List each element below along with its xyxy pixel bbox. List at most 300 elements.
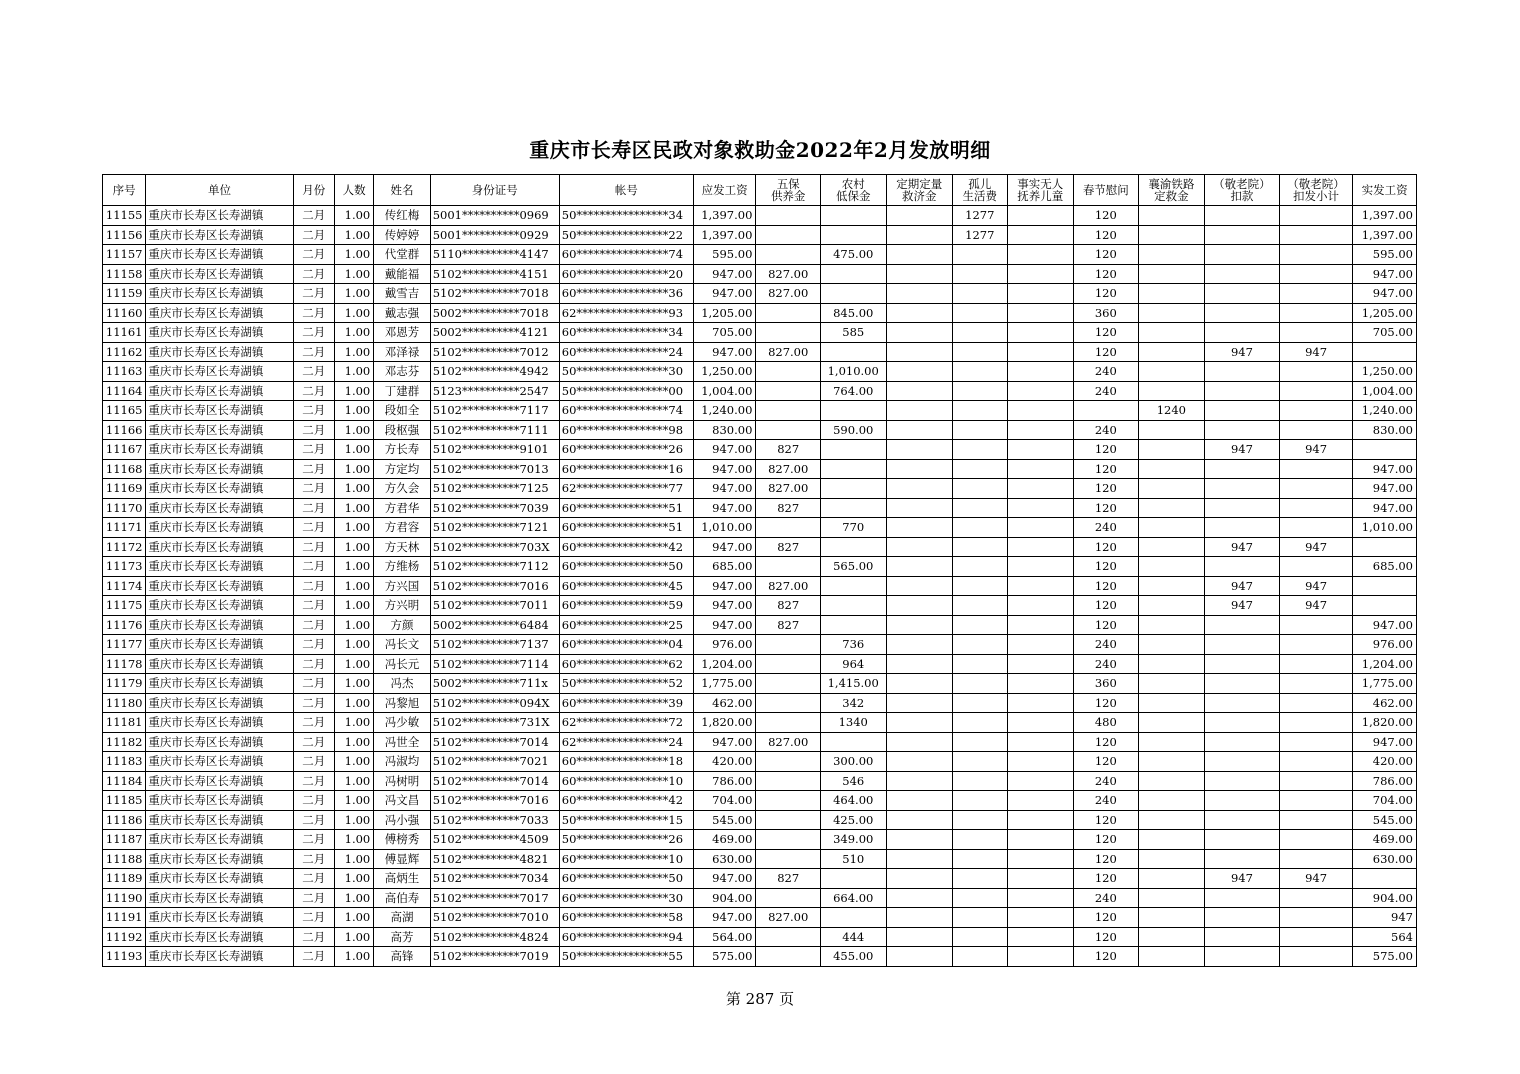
cell-nursing-home-deduction: [1205, 401, 1280, 421]
cell-net-pay: 1,250.00: [1353, 362, 1417, 382]
header-railway-relief: 襄渝铁路 定救金: [1138, 175, 1205, 206]
cell-fixed-relief: [886, 440, 953, 460]
cell-serial-no: 11176: [103, 615, 146, 635]
cell-id-number: 5102**********7014: [430, 771, 559, 791]
cell-nursing-home-deduction: [1205, 927, 1280, 947]
cell-net-pay: 947.00: [1353, 459, 1417, 479]
cell-orphan-living: [953, 479, 1007, 499]
table-row: [103, 206, 1417, 226]
cell-orphan-living: [953, 323, 1007, 343]
cell-gross-pay: 947.00: [693, 869, 756, 889]
cell-railway-relief: [1138, 615, 1205, 635]
cell-nursing-home-deduction: [1205, 908, 1280, 928]
cell-unit: 重庆市长寿区长寿湖镇: [146, 771, 293, 791]
cell-rural-subsistence: 764.00: [820, 381, 886, 401]
cell-nursing-home-deduction: 947: [1205, 869, 1280, 889]
cell-id-number: 5102**********7114: [430, 654, 559, 674]
cell-name: 冯文昌: [374, 791, 430, 811]
cell-fixed-relief: [886, 771, 953, 791]
cell-gross-pay: 947.00: [693, 284, 756, 304]
cell-net-pay: 595.00: [1353, 245, 1417, 265]
cell-nursing-home-deduction: [1205, 459, 1280, 479]
cell-spring-festival: 120: [1074, 576, 1139, 596]
cell-five-guarantee: 827.00: [756, 284, 821, 304]
cell-spring-festival: 120: [1074, 225, 1139, 245]
cell-month: 二月: [293, 245, 334, 265]
cell-headcount: 1.00: [334, 401, 373, 421]
cell-headcount: 1.00: [334, 440, 373, 460]
cell-id-number: 5102**********703X: [430, 537, 559, 557]
cell-headcount: 1.00: [334, 635, 373, 655]
cell-unit: 重庆市长寿区长寿湖镇: [146, 830, 293, 850]
cell-orphan-living: [953, 947, 1007, 967]
cell-nursing-home-subtotal: [1279, 284, 1353, 304]
cell-nursing-home-subtotal: [1279, 810, 1353, 830]
cell-five-guarantee: [756, 518, 821, 538]
cell-rural-subsistence: [820, 498, 886, 518]
header-unsupported-child: 事实无人 抚养儿童: [1007, 175, 1074, 206]
table-row: [103, 576, 1417, 596]
cell-serial-no: 11162: [103, 342, 146, 362]
cell-month: 二月: [293, 830, 334, 850]
cell-serial-no: 11184: [103, 771, 146, 791]
cell-gross-pay: 947.00: [693, 440, 756, 460]
page-number: 第 287 页: [725, 990, 795, 1008]
cell-month: 二月: [293, 557, 334, 577]
cell-fixed-relief: [886, 732, 953, 752]
cell-month: 二月: [293, 869, 334, 889]
cell-fixed-relief: [886, 576, 953, 596]
cell-unsupported-child: [1007, 771, 1074, 791]
cell-unit: 重庆市长寿区长寿湖镇: [146, 284, 293, 304]
cell-spring-festival: 240: [1074, 420, 1139, 440]
cell-spring-festival: 120: [1074, 947, 1139, 967]
cell-rural-subsistence: [820, 440, 886, 460]
cell-unsupported-child: [1007, 947, 1074, 967]
cell-unit: 重庆市长寿区长寿湖镇: [146, 537, 293, 557]
cell-serial-no: 11165: [103, 401, 146, 421]
table-row: [103, 596, 1417, 616]
cell-id-number: 5102**********7016: [430, 791, 559, 811]
cell-spring-festival: 120: [1074, 830, 1139, 850]
cell-id-number: 5102**********094X: [430, 693, 559, 713]
cell-month: 二月: [293, 947, 334, 967]
cell-nursing-home-deduction: 947: [1205, 576, 1280, 596]
cell-net-pay: 575.00: [1353, 947, 1417, 967]
cell-orphan-living: [953, 635, 1007, 655]
cell-unsupported-child: [1007, 479, 1074, 499]
cell-id-number: 5102**********7112: [430, 557, 559, 577]
cell-fixed-relief: [886, 225, 953, 245]
cell-account-number: 62****************24: [559, 732, 693, 752]
cell-serial-no: 11175: [103, 596, 146, 616]
cell-account-number: 60****************18: [559, 752, 693, 772]
cell-name: 方君华: [374, 498, 430, 518]
cell-nursing-home-deduction: 947: [1205, 596, 1280, 616]
cell-month: 二月: [293, 752, 334, 772]
cell-account-number: 60****************45: [559, 576, 693, 596]
cell-serial-no: 11174: [103, 576, 146, 596]
cell-unsupported-child: [1007, 381, 1074, 401]
cell-orphan-living: [953, 518, 1007, 538]
cell-net-pay: 1,775.00: [1353, 674, 1417, 694]
cell-orphan-living: [953, 869, 1007, 889]
table-row: [103, 654, 1417, 674]
cell-headcount: 1.00: [334, 284, 373, 304]
cell-nursing-home-deduction: [1205, 732, 1280, 752]
cell-gross-pay: 595.00: [693, 245, 756, 265]
cell-headcount: 1.00: [334, 225, 373, 245]
cell-gross-pay: 947.00: [693, 459, 756, 479]
cell-rural-subsistence: 1,010.00: [820, 362, 886, 382]
cell-unit: 重庆市长寿区长寿湖镇: [146, 576, 293, 596]
cell-account-number: 60****************50: [559, 557, 693, 577]
cell-five-guarantee: [756, 381, 821, 401]
cell-railway-relief: [1138, 479, 1205, 499]
cell-name: 方君容: [374, 518, 430, 538]
cell-rural-subsistence: [820, 459, 886, 479]
cell-name: 高炳生: [374, 869, 430, 889]
cell-gross-pay: 685.00: [693, 557, 756, 577]
cell-month: 二月: [293, 459, 334, 479]
cell-rural-subsistence: 585: [820, 323, 886, 343]
cell-gross-pay: 1,397.00: [693, 206, 756, 226]
cell-month: 二月: [293, 927, 334, 947]
cell-railway-relief: [1138, 381, 1205, 401]
cell-nursing-home-deduction: 947: [1205, 440, 1280, 460]
cell-serial-no: 11160: [103, 303, 146, 323]
cell-nursing-home-subtotal: [1279, 459, 1353, 479]
table-row: [103, 518, 1417, 538]
cell-unsupported-child: [1007, 245, 1074, 265]
cell-headcount: 1.00: [334, 830, 373, 850]
cell-serial-no: 11157: [103, 245, 146, 265]
cell-net-pay: 545.00: [1353, 810, 1417, 830]
cell-headcount: 1.00: [334, 576, 373, 596]
relief-payment-table: [102, 174, 1417, 967]
cell-account-number: 60****************98: [559, 420, 693, 440]
table-row: [103, 264, 1417, 284]
cell-id-number: 5102**********7011: [430, 596, 559, 616]
cell-fixed-relief: [886, 693, 953, 713]
cell-net-pay: 705.00: [1353, 323, 1417, 343]
cell-gross-pay: 545.00: [693, 810, 756, 830]
cell-unit: 重庆市长寿区长寿湖镇: [146, 479, 293, 499]
cell-unsupported-child: [1007, 849, 1074, 869]
cell-gross-pay: 462.00: [693, 693, 756, 713]
cell-name: 高芳: [374, 927, 430, 947]
cell-month: 二月: [293, 381, 334, 401]
header-orphan-living: 孤儿 生活费: [953, 175, 1007, 206]
cell-five-guarantee: 827.00: [756, 342, 821, 362]
cell-name: 邓泽禄: [374, 342, 430, 362]
cell-net-pay: 462.00: [1353, 693, 1417, 713]
cell-unit: 重庆市长寿区长寿湖镇: [146, 381, 293, 401]
cell-serial-no: 11170: [103, 498, 146, 518]
cell-net-pay: [1353, 537, 1417, 557]
cell-unit: 重庆市长寿区长寿湖镇: [146, 752, 293, 772]
cell-railway-relief: [1138, 206, 1205, 226]
cell-serial-no: 11191: [103, 908, 146, 928]
cell-nursing-home-deduction: [1205, 420, 1280, 440]
cell-unsupported-child: [1007, 284, 1074, 304]
cell-rural-subsistence: [820, 206, 886, 226]
table-row: [103, 323, 1417, 343]
cell-railway-relief: [1138, 459, 1205, 479]
cell-nursing-home-subtotal: [1279, 713, 1353, 733]
cell-railway-relief: [1138, 518, 1205, 538]
cell-five-guarantee: [756, 810, 821, 830]
cell-five-guarantee: [756, 225, 821, 245]
cell-rural-subsistence: 300.00: [820, 752, 886, 772]
cell-nursing-home-deduction: [1205, 557, 1280, 577]
cell-id-number: 5102**********4824: [430, 927, 559, 947]
table-row: [103, 479, 1417, 499]
cell-railway-relief: [1138, 264, 1205, 284]
cell-orphan-living: [953, 849, 1007, 869]
cell-name: 方维杨: [374, 557, 430, 577]
cell-fixed-relief: [886, 303, 953, 323]
cell-name: 高湖: [374, 908, 430, 928]
cell-gross-pay: 947.00: [693, 498, 756, 518]
cell-gross-pay: 947.00: [693, 479, 756, 499]
cell-name: 方兴明: [374, 596, 430, 616]
cell-nursing-home-deduction: [1205, 810, 1280, 830]
cell-spring-festival: 120: [1074, 615, 1139, 635]
cell-orphan-living: [953, 908, 1007, 928]
cell-unsupported-child: [1007, 927, 1074, 947]
cell-spring-festival: [1074, 401, 1139, 421]
cell-name: 冯淑均: [374, 752, 430, 772]
cell-gross-pay: 947.00: [693, 537, 756, 557]
cell-orphan-living: [953, 537, 1007, 557]
cell-nursing-home-subtotal: 947: [1279, 869, 1353, 889]
cell-spring-festival: 120: [1074, 459, 1139, 479]
cell-five-guarantee: [756, 420, 821, 440]
cell-railway-relief: [1138, 947, 1205, 967]
cell-net-pay: 947.00: [1353, 479, 1417, 499]
cell-five-guarantee: [756, 635, 821, 655]
table-row: [103, 869, 1417, 889]
cell-gross-pay: 564.00: [693, 927, 756, 947]
cell-nursing-home-deduction: 947: [1205, 342, 1280, 362]
cell-orphan-living: [953, 576, 1007, 596]
cell-five-guarantee: [756, 557, 821, 577]
cell-serial-no: 11188: [103, 849, 146, 869]
cell-unit: 重庆市长寿区长寿湖镇: [146, 323, 293, 343]
cell-railway-relief: [1138, 869, 1205, 889]
cell-railway-relief: [1138, 420, 1205, 440]
cell-nursing-home-deduction: [1205, 303, 1280, 323]
cell-nursing-home-deduction: 947: [1205, 537, 1280, 557]
cell-unit: 重庆市长寿区长寿湖镇: [146, 635, 293, 655]
cell-month: 二月: [293, 615, 334, 635]
cell-railway-relief: [1138, 888, 1205, 908]
cell-unsupported-child: [1007, 713, 1074, 733]
cell-gross-pay: 947.00: [693, 908, 756, 928]
cell-fixed-relief: [886, 654, 953, 674]
cell-fixed-relief: [886, 459, 953, 479]
cell-fixed-relief: [886, 557, 953, 577]
cell-name: 方久会: [374, 479, 430, 499]
cell-railway-relief: [1138, 498, 1205, 518]
cell-unit: 重庆市长寿区长寿湖镇: [146, 849, 293, 869]
cell-fixed-relief: [886, 323, 953, 343]
cell-net-pay: 947.00: [1353, 498, 1417, 518]
cell-five-guarantee: [756, 401, 821, 421]
cell-name: 冯小强: [374, 810, 430, 830]
cell-month: 二月: [293, 420, 334, 440]
cell-serial-no: 11186: [103, 810, 146, 830]
cell-account-number: 60****************24: [559, 342, 693, 362]
table-row: [103, 537, 1417, 557]
cell-rural-subsistence: 565.00: [820, 557, 886, 577]
cell-net-pay: 947.00: [1353, 732, 1417, 752]
cell-unsupported-child: [1007, 732, 1074, 752]
cell-railway-relief: [1138, 303, 1205, 323]
table-row: [103, 498, 1417, 518]
page-title: 重庆市长寿区民政对象救助金2022年2月发放明细: [529, 138, 991, 162]
cell-id-number: 5102**********4942: [430, 362, 559, 382]
cell-id-number: 5102**********7018: [430, 284, 559, 304]
cell-nursing-home-deduction: [1205, 245, 1280, 265]
cell-spring-festival: 120: [1074, 849, 1139, 869]
table-row: [103, 440, 1417, 460]
cell-month: 二月: [293, 303, 334, 323]
cell-rural-subsistence: 1,415.00: [820, 674, 886, 694]
cell-nursing-home-deduction: [1205, 674, 1280, 694]
cell-gross-pay: 1,205.00: [693, 303, 756, 323]
cell-month: 二月: [293, 537, 334, 557]
cell-unit: 重庆市长寿区长寿湖镇: [146, 908, 293, 928]
cell-five-guarantee: 827: [756, 869, 821, 889]
cell-id-number: 5002**********4121: [430, 323, 559, 343]
cell-orphan-living: [953, 674, 1007, 694]
cell-nursing-home-subtotal: [1279, 849, 1353, 869]
cell-fixed-relief: [886, 830, 953, 850]
cell-serial-no: 11156: [103, 225, 146, 245]
cell-rural-subsistence: 770: [820, 518, 886, 538]
cell-fixed-relief: [886, 674, 953, 694]
cell-month: 二月: [293, 732, 334, 752]
cell-gross-pay: 947.00: [693, 615, 756, 635]
cell-serial-no: 11179: [103, 674, 146, 694]
cell-unsupported-child: [1007, 596, 1074, 616]
cell-nursing-home-deduction: [1205, 362, 1280, 382]
cell-account-number: 60****************25: [559, 615, 693, 635]
cell-net-pay: 1,205.00: [1353, 303, 1417, 323]
cell-spring-festival: 120: [1074, 342, 1139, 362]
table-row: [103, 771, 1417, 791]
cell-unsupported-child: [1007, 303, 1074, 323]
cell-headcount: 1.00: [334, 342, 373, 362]
cell-headcount: 1.00: [334, 420, 373, 440]
cell-nursing-home-subtotal: [1279, 908, 1353, 928]
cell-gross-pay: 1,010.00: [693, 518, 756, 538]
cell-headcount: 1.00: [334, 537, 373, 557]
cell-id-number: 5002**********7018: [430, 303, 559, 323]
cell-orphan-living: [953, 303, 1007, 323]
cell-id-number: 5102**********7010: [430, 908, 559, 928]
cell-nursing-home-subtotal: [1279, 830, 1353, 850]
cell-unit: 重庆市长寿区长寿湖镇: [146, 459, 293, 479]
cell-headcount: 1.00: [334, 323, 373, 343]
cell-unit: 重庆市长寿区长寿湖镇: [146, 810, 293, 830]
cell-account-number: 60****************20: [559, 264, 693, 284]
cell-railway-relief: [1138, 362, 1205, 382]
cell-month: 二月: [293, 225, 334, 245]
cell-spring-festival: 120: [1074, 537, 1139, 557]
cell-unit: 重庆市长寿区长寿湖镇: [146, 654, 293, 674]
cell-unit: 重庆市长寿区长寿湖镇: [146, 303, 293, 323]
cell-fixed-relief: [886, 479, 953, 499]
cell-five-guarantee: [756, 362, 821, 382]
cell-id-number: 5002**********711x: [430, 674, 559, 694]
cell-account-number: 60****************58: [559, 908, 693, 928]
cell-nursing-home-subtotal: [1279, 498, 1353, 518]
cell-unit: 重庆市长寿区长寿湖镇: [146, 225, 293, 245]
cell-fixed-relief: [886, 869, 953, 889]
cell-spring-festival: 120: [1074, 498, 1139, 518]
header-headcount: 人数: [334, 175, 373, 206]
cell-rural-subsistence: [820, 479, 886, 499]
cell-name: 冯世全: [374, 732, 430, 752]
table-row: [103, 849, 1417, 869]
cell-account-number: 62****************72: [559, 713, 693, 733]
cell-name: 傅榜秀: [374, 830, 430, 850]
cell-serial-no: 11183: [103, 752, 146, 772]
cell-spring-festival: 120: [1074, 927, 1139, 947]
cell-name: 段枢强: [374, 420, 430, 440]
cell-nursing-home-deduction: [1205, 518, 1280, 538]
cell-net-pay: 1,240.00: [1353, 401, 1417, 421]
cell-unsupported-child: [1007, 654, 1074, 674]
cell-unsupported-child: [1007, 908, 1074, 928]
cell-name: 邓恩芳: [374, 323, 430, 343]
cell-fixed-relief: [886, 947, 953, 967]
cell-fixed-relief: [886, 615, 953, 635]
cell-account-number: 60****************36: [559, 284, 693, 304]
table-row: [103, 245, 1417, 265]
cell-unit: 重庆市长寿区长寿湖镇: [146, 927, 293, 947]
cell-orphan-living: 1277: [953, 225, 1007, 245]
cell-gross-pay: 947.00: [693, 264, 756, 284]
cell-railway-relief: [1138, 927, 1205, 947]
cell-railway-relief: [1138, 713, 1205, 733]
cell-nursing-home-subtotal: [1279, 518, 1353, 538]
header-rural-subsistence: 农村 低保金: [820, 175, 886, 206]
table-row: [103, 693, 1417, 713]
cell-name: 方兴国: [374, 576, 430, 596]
cell-account-number: 60****************94: [559, 927, 693, 947]
cell-five-guarantee: 827: [756, 440, 821, 460]
cell-serial-no: 11155: [103, 206, 146, 226]
cell-unit: 重庆市长寿区长寿湖镇: [146, 596, 293, 616]
table-row: [103, 830, 1417, 850]
cell-rural-subsistence: 510: [820, 849, 886, 869]
cell-fixed-relief: [886, 791, 953, 811]
cell-account-number: 50****************00: [559, 381, 693, 401]
cell-nursing-home-subtotal: [1279, 654, 1353, 674]
cell-serial-no: 11171: [103, 518, 146, 538]
cell-orphan-living: [953, 654, 1007, 674]
cell-month: 二月: [293, 440, 334, 460]
cell-unsupported-child: [1007, 693, 1074, 713]
cell-orphan-living: [953, 401, 1007, 421]
cell-net-pay: 564: [1353, 927, 1417, 947]
cell-five-guarantee: [756, 303, 821, 323]
cell-spring-festival: 120: [1074, 908, 1139, 928]
